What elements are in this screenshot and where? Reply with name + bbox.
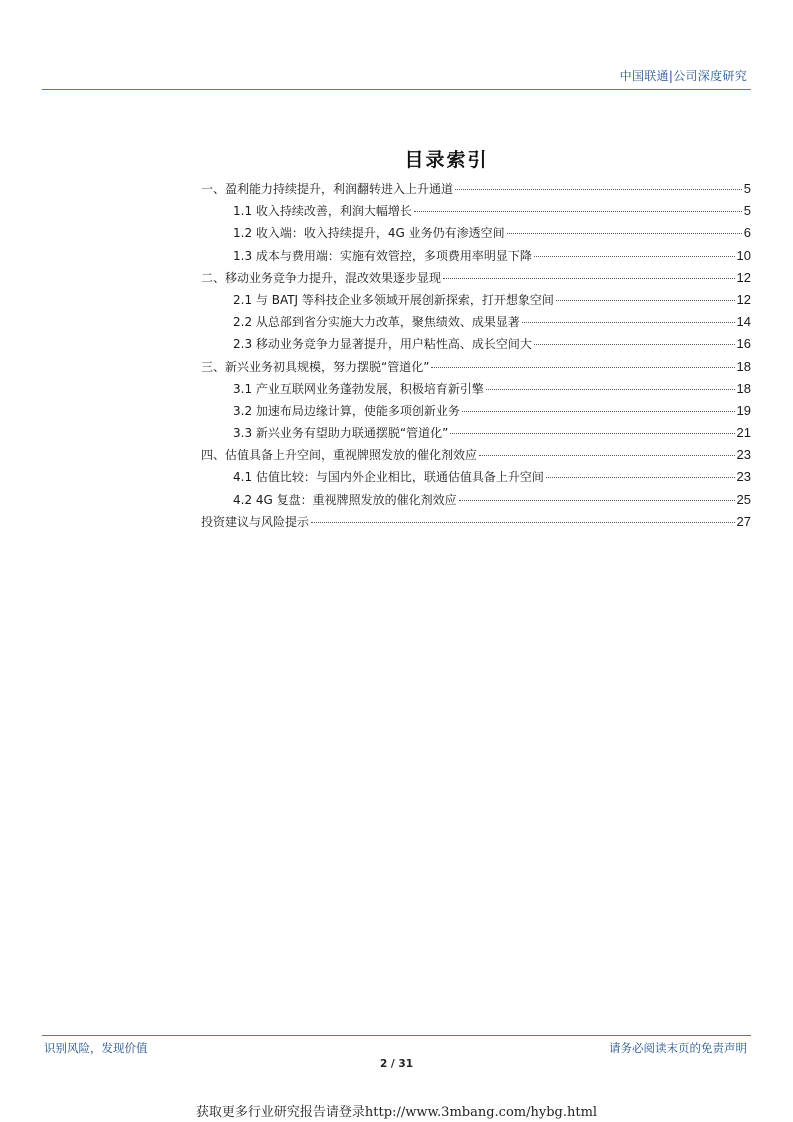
footer-slogan: 识别风险，发现价值 [44,1041,148,1055]
toc-entry[interactable] [201,468,751,490]
toc-entry-label: 3.2 加速布局边缘计算，使能多项创新业务 [233,403,460,418]
report-header-title: 中国联通|公司深度研究 [619,69,747,83]
toc-dot-leader [462,411,735,412]
footer-disclaimer-note: 请务必阅读末页的免责声明 [609,1041,747,1055]
toc-entry-label: 一、盈利能力持续提升，利润翻转进入上升通道 [201,182,454,196]
toc-entry-label: 1.1 收入持续改善，利润大幅增长 [233,204,412,219]
toc-dot-leader [431,367,734,368]
toc-entry-page: 10 [736,247,751,263]
table-of-contents [201,180,751,535]
toc-entry[interactable] [201,291,751,313]
toc-entry-label: 三、新兴业务初具规模，努力摆脱“管道化” [201,359,430,374]
toc-entry-page: 21 [736,425,751,441]
toc-entry-label: 2.1 与 BATJ 等科技企业多领域开展创新探索，打开想象空间 [233,292,554,307]
toc-dot-leader [459,500,735,501]
toc-entry-label: 3.1 产业互联网业务蓬勃发展，积极培育新引擎 [233,381,484,396]
toc-entry-label: 3.3 新兴业务有望助力联通摆脱“管道化” [233,426,449,441]
toc-entry-label: 1.3 成本与费用端：实施有效管控，多项费用率明显下降 [233,248,532,263]
toc-entry-page: 23 [736,447,751,463]
toc-dot-leader [486,389,735,390]
toc-dot-leader [534,344,735,345]
toc-entry[interactable] [201,224,751,246]
toc-entry[interactable] [201,313,751,335]
toc-entry-page: 16 [736,336,751,352]
toc-dot-leader [546,477,735,478]
toc-entry[interactable] [201,335,751,357]
toc-dot-leader [556,300,735,301]
toc-entry[interactable] [201,424,751,446]
toc-entry[interactable] [201,269,751,291]
toc-entry[interactable] [201,380,751,402]
toc-entry-page: 14 [736,314,751,330]
toc-entry-label: 投资建议与风险提示 [201,514,310,529]
download-banner[interactable]: 获取更多行业研究报告请登录http://www.3mbang.com/hybg.html [195,1105,598,1120]
footer-divider [42,1035,751,1036]
toc-entry-page: 18 [736,380,751,396]
toc-dot-leader [311,522,735,523]
page-number: 2 / 31 [379,1058,414,1070]
toc-entry[interactable] [201,402,751,424]
toc-entry-label: 4.1 估值比较：与国内外企业相比，联通估值具备上升空间 [233,470,544,485]
toc-entry-page: 5 [743,203,751,219]
toc-entry-page: 25 [736,491,751,507]
toc-title: 目录索引 [404,149,489,171]
toc-dot-leader [450,433,734,434]
toc-entry-page: 5 [743,181,751,196]
toc-entry[interactable] [201,513,751,535]
toc-entry-page: 27 [736,513,751,529]
toc-dot-leader [522,322,735,323]
toc-entry[interactable] [201,180,751,202]
toc-entry[interactable] [201,446,751,468]
toc-entry-page: 6 [743,225,751,241]
toc-entry-page: 18 [736,358,751,374]
toc-entry-page: 23 [736,469,751,485]
toc-entry[interactable] [201,358,751,380]
toc-entry-page: 19 [736,402,751,418]
toc-dot-leader [534,256,735,257]
toc-entry-label: 二、移动业务竞争力提升，混改效果逐步显现 [201,270,442,285]
toc-entry-label: 四、估值具备上升空间，重视牌照发放的催化剂效应 [201,448,478,463]
toc-entry[interactable] [201,491,751,513]
toc-entry[interactable] [201,247,751,269]
header-divider [42,89,751,90]
toc-entry-label: 1.2 收入端：收入持续提升，4G 业务仍有渗透空间 [233,226,505,241]
toc-entry-label: 2.2 从总部到省分实施大力改革，聚焦绩效、成果显著 [233,315,520,330]
toc-dot-leader [414,211,742,212]
toc-dot-leader [479,455,735,456]
toc-entry-page: 12 [736,291,751,307]
toc-entry-label: 4.2 4G 复盘：重视牌照发放的催化剂效应 [233,492,457,507]
toc-dot-leader [443,278,735,279]
toc-entry[interactable] [201,202,751,224]
toc-dot-leader [455,189,742,190]
toc-dot-leader [507,233,742,234]
toc-entry-label: 2.3 移动业务竞争力显著提升，用户粘性高、成长空间大 [233,337,532,352]
toc-entry-page: 12 [736,269,751,285]
